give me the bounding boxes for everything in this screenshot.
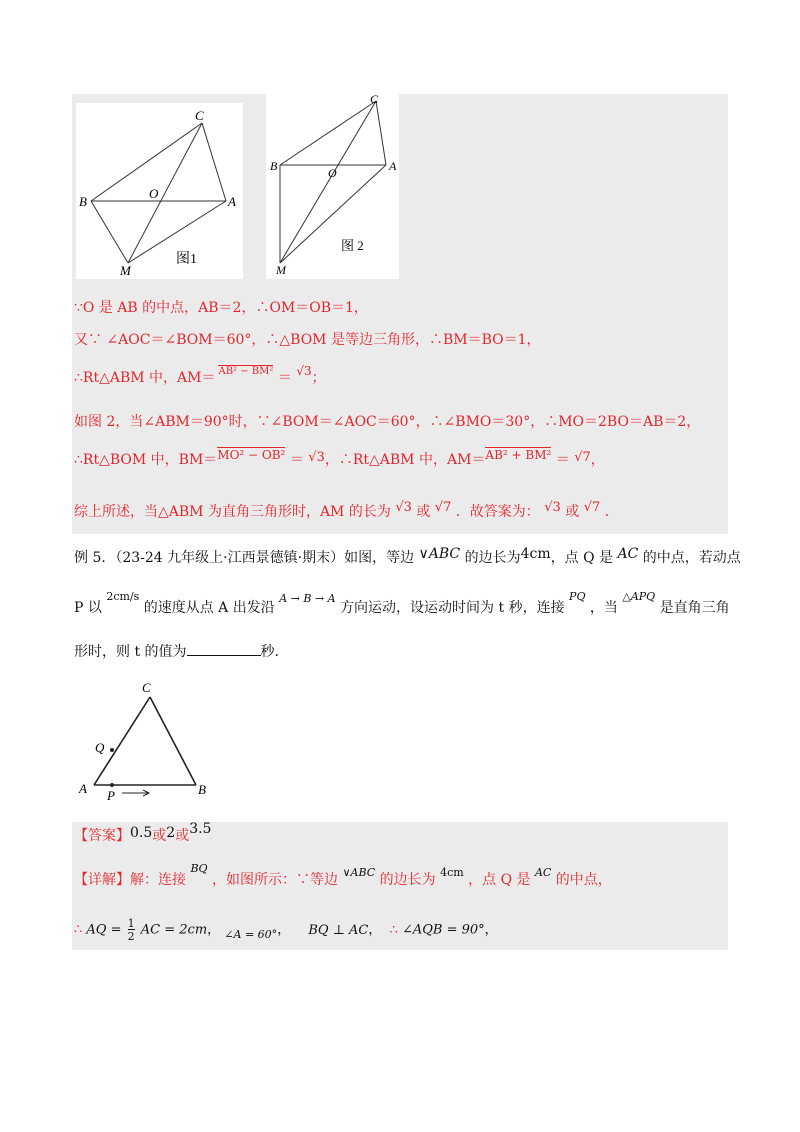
fig1-label-b: B [79, 194, 87, 209]
detail-l2-aq: AQ = [86, 922, 122, 938]
point-q [110, 748, 114, 752]
fig1-label-o: O [149, 186, 159, 201]
example-5-line-3 [74, 642, 279, 662]
solution-line-6 [74, 502, 619, 523]
fig2-label-a: A [389, 159, 397, 173]
sol-l6-value-1: √3 [395, 500, 412, 515]
answer-tag: 【答案】 [74, 828, 130, 844]
fig3-label-q: Q [95, 740, 105, 755]
sol-l6-text-c: ．故答案为： [455, 504, 540, 520]
answer-value-3: 3.5 [189, 821, 212, 837]
ex5-l2-path: A → B → A [279, 592, 336, 605]
fig2-label-c: C [370, 93, 379, 106]
figure-3 [74, 676, 224, 806]
ex5-l2-text-b: 的速度从点 A 出发沿 [143, 600, 275, 616]
detail-l2-fraction [128, 918, 135, 942]
detail-l2-therefore: ∴ [74, 922, 83, 938]
detail-tag: 【详解】 [74, 872, 130, 888]
detail-l1-text-a: 解：连接 [130, 872, 186, 888]
detail-l2-sep-1: ， [207, 922, 221, 938]
fig1-label-a: A [228, 194, 236, 209]
solution-line-4: 如图 2，当∠ABM＝90°时，∵∠BOM＝∠AOC＝60°，∴∠BMO＝30°，∴MO＝2BO＝AB＝2， [74, 414, 701, 430]
detail-l1-text-e: 的中点， [555, 872, 612, 888]
detail-l2-angle: ∠A = 60° [224, 927, 278, 941]
ex5-l2-text-a: P 以 [74, 600, 102, 616]
sol-l5-result-1: √3 [308, 450, 325, 465]
fig3-label-p: P [107, 788, 115, 803]
solution-line-2: 又∵ ∠AOC＝∠BOM＝60°，∴△BOM 是等边三角形，∴BM＝BO＝1， [74, 332, 541, 348]
sol-l5-radical-1: MO² − OB² [217, 448, 286, 462]
detail-l1-text-b: ，如图所示：∵等边 [212, 872, 339, 888]
ex5-l1-text-d: 的中点，若动点 [642, 550, 741, 566]
ex5-l1-text-c: ，点 Q 是 [550, 550, 614, 566]
fig1-label-m: M [120, 263, 131, 278]
sol-l6-value-3: √3 [544, 500, 561, 515]
detail-line-2 [74, 918, 498, 942]
sol-l5-text-a: ∴Rt△BOM 中，BM＝ [74, 452, 218, 468]
point-p [110, 783, 114, 787]
sol-l5-eq2: ＝ [555, 452, 570, 468]
ex5-l1-text-b: 的边长为 [464, 550, 521, 566]
sol-l5-radical-2: AB² + BM² [485, 448, 552, 462]
detail-l1-ac: AC [534, 866, 552, 879]
detail-l2-sep-3: ， [368, 922, 382, 938]
ex5-l2-pq: PQ [569, 590, 586, 603]
sol-l3-end: ； [311, 370, 326, 386]
example-5-line-1 [74, 548, 741, 568]
ex5-l2-triangle: △APQ [622, 590, 656, 603]
fig3-label-c: C [142, 680, 151, 695]
fig2-label-m: M [276, 263, 286, 277]
sol-l6-value-2: √7 [434, 500, 452, 515]
ex5-l2-text-d: ，当 [589, 600, 618, 616]
detail-l2-perp: BQ ⊥ AC [308, 922, 369, 938]
sol-l3-radical: AB² − BM² [218, 366, 274, 377]
sol-l6-end: ． [604, 504, 619, 520]
figure-1-diagram [76, 103, 243, 279]
fig3-label-b: B [198, 782, 206, 797]
fig2-label-o: O [328, 166, 337, 180]
fig2-label-b: B [270, 159, 278, 173]
detail-l2-numerator: 1 [127, 917, 135, 930]
sol-l6-or-1: 或 [416, 504, 431, 520]
detail-l2-aqb: ∠AQB = 90° [401, 922, 485, 938]
sol-l5-text-c: ，∴Rt△ABM 中，AM＝ [324, 452, 486, 468]
sol-l5-result-2: √7 [574, 450, 591, 465]
sol-l3-eq: ＝ [277, 370, 292, 386]
detail-line-1 [74, 862, 612, 891]
fig1-caption: 图1 [176, 252, 197, 267]
ex5-l1-ac: AC [617, 546, 639, 562]
sol-l5-eq1: ＝ [289, 452, 304, 468]
detail-l1-text-d: ，点 Q 是 [468, 872, 531, 888]
detail-l2-denominator: 2 [127, 930, 135, 943]
detail-l1-bq: BQ [190, 862, 208, 875]
solution-line-3 [74, 364, 326, 390]
detail-l2-sep-2: ， [277, 922, 291, 938]
ex5-l3-text-a: 形时，则 t 的值为 [74, 644, 187, 660]
fig3-label-a: A [79, 781, 87, 796]
example-5-line-2 [74, 590, 730, 619]
sol-l3-text: ∴Rt△ABM 中，AM＝ [74, 370, 216, 386]
answer-or-1: 或 [152, 828, 167, 844]
ex5-l3-text-b: 秒. [260, 644, 279, 660]
sol-l6-value-4: √7 [583, 500, 601, 515]
sol-l6-text-a: 综上所述，当△ABM 为直角三角形时，AM 的长为 [74, 504, 391, 520]
figure-3-diagram [74, 676, 224, 806]
detail-l1-length: 4cm [440, 866, 464, 879]
detail-l1-triangle: ∨ABC [342, 866, 376, 879]
sol-l3-result: √3 [296, 364, 312, 378]
ex5-l1-length: 4cm [520, 546, 551, 562]
fig2-caption: 图 2 [341, 238, 364, 253]
detail-l2-therefore-2: ∴ [389, 922, 398, 938]
figure-2-diagram [266, 93, 399, 279]
ex5-l2-text-c: 方向运动，设运动时间为 t 秒，连接 [340, 600, 565, 616]
sol-l6-or-2: 或 [565, 504, 580, 520]
fig1-label-c: C [195, 108, 204, 123]
ex5-l1-triangle: ∨ABC [418, 546, 461, 562]
sol-l5-end: ， [590, 452, 605, 468]
detail-l2-sep-4: ， [484, 922, 498, 938]
answer-value-1: 0.5 [130, 825, 153, 841]
answer-value-2: 2 [166, 825, 176, 841]
ex5-l1-text-a: 例 5．（23-24 九年级上·江西景德镇·期末）如图，等边 [74, 550, 415, 566]
ex5-l2-text-e: 是直角三角 [659, 600, 730, 616]
answer-blank [187, 643, 261, 656]
solution-line-1: ∵O 是 AB 的中点，AB＝2，∴OM＝OB＝1， [74, 300, 368, 316]
detail-l1-text-c: 的边长为 [379, 872, 436, 888]
figure-2 [266, 93, 399, 279]
detail-l2-rest: AC = 2cm [140, 922, 208, 938]
answer-line [74, 821, 212, 846]
solution-line-5 [74, 450, 605, 471]
answer-or-2: 或 [175, 828, 190, 844]
ex5-l2-speed: 2cm/s [106, 590, 140, 603]
figure-1 [76, 103, 243, 279]
